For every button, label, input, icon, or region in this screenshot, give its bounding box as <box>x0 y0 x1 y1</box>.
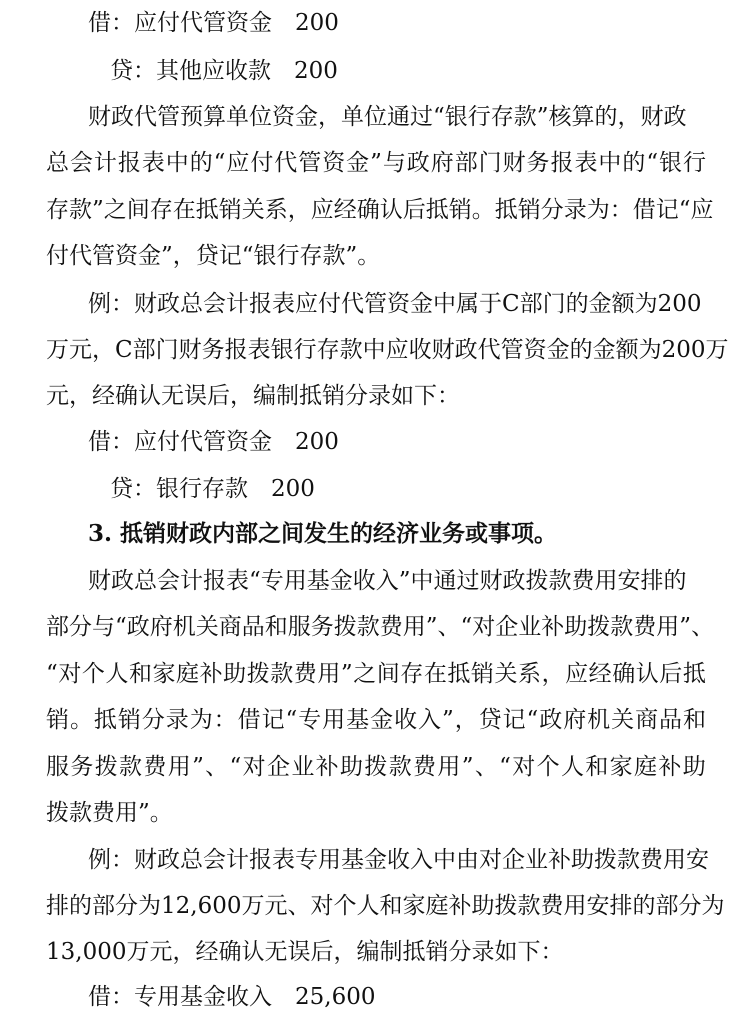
section-heading: 3. 抵销财政内部之间发生的经济业务或事项。 <box>88 520 558 547</box>
example-line: 万 元 ， C 部 门 财 务 报 表 银 行 存 款 中 应 收 财 政 代 管 资 金 的 金 额 为 2 0 0 万 <box>46 337 729 363</box>
journal-entry-debit-2: 借：应付代管资金 200 <box>88 429 339 455</box>
example-line: 例：财政总会计报表应付代管资金中属于C部门的金额为200 <box>88 291 702 317</box>
paragraph-line: 财政代管预算单位资金，单位通过“银行存款”核算的，财政 <box>88 104 687 130</box>
paragraph-line: 付代管资金”，贷记“银行存款”。 <box>46 243 381 269</box>
paragraph-line: 财政总会计报表“专用基金收入”中通过财政拨款费用安排的 <box>88 568 687 594</box>
paragraph-line: 部 分 与 “ 政 府 机 关 商 品 和 服 务 拨 款 费 用 ” 、 “ 对 企 业 补 助 拨 款 费 用 ” 、 <box>46 614 715 640</box>
journal-entry-debit-1: 借：应付代管资金 200 <box>88 10 339 36</box>
paragraph-line: 存 款 ” 之 间 存 在 抵 销 关 系 ， 应 经 确 认 后 抵 销 。 抵 销 分 录 为 ： 借 记 “ 应 <box>46 197 714 223</box>
example-line: 元，经确认无误后，编制抵销分录如下： <box>46 383 460 409</box>
journal-entry-credit-1: 贷：其他应收款 200 <box>110 58 338 84</box>
example-line: 排 的 部 分 为 1 2 , 6 0 0 万 元 、 对 个 人 和 家 庭 补 助 拨 款 费 用 安 排 的 部 分 为 <box>46 893 725 919</box>
journal-entry-credit-2: 贷：银行存款 200 <box>110 476 315 502</box>
example-line: 13,000万元，经确认无误后，编制抵销分录如下： <box>46 939 564 965</box>
paragraph-line: 服 务 拨 款 费 用 ” 、 “ 对 企 业 补 助 拨 款 费 用 ” 、 “ 对 个 人 和 家 庭 补 助 <box>46 754 706 780</box>
paragraph-line: 总 会 计 报 表 中 的 “ 应 付 代 管 资 金 ” 与 政 府 部 门 财 务 报 表 中 的 “ 银 行 <box>46 150 706 176</box>
paragraph-line: 销 。 抵 销 分 录 为 ： 借 记 “ 专 用 基 金 收 入 ” ， 贷 记 “ 政 府 机 关 商 品 和 <box>46 707 706 733</box>
paragraph-line: “ 对 个 人 和 家 庭 补 助 拨 款 费 用 ” 之 间 存 在 抵 销 关 系 ， 应 经 确 认 后 抵 <box>46 661 706 687</box>
journal-entry-debit-3: 借：专用基金收入 25,600 <box>88 984 376 1010</box>
example-line: 例：财政总会计报表专用基金收入中由对企业补助拨款费用安 <box>88 847 709 873</box>
paragraph-line: 拨款费用”。 <box>46 800 173 826</box>
